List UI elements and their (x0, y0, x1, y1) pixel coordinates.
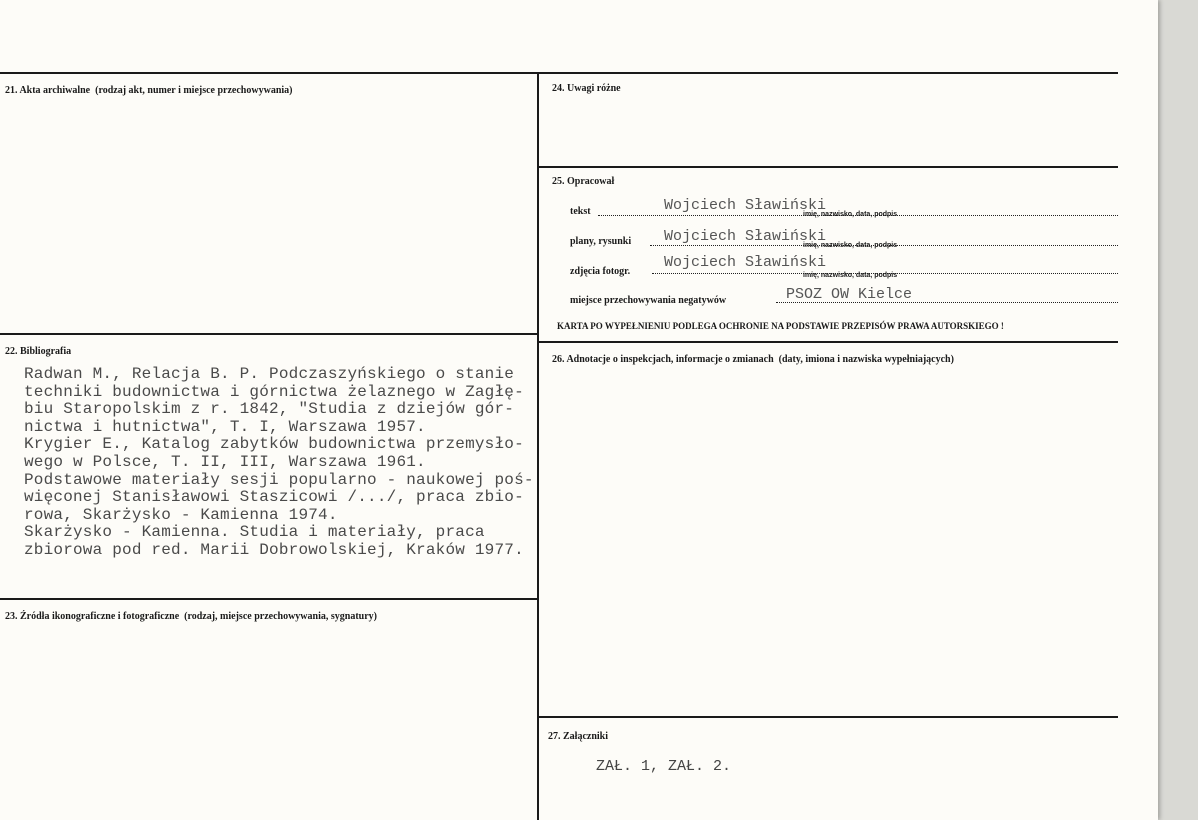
opracowal-zdjecia-value: Wojciech Sławiński (664, 254, 827, 271)
section-23-subtitle: (rodzaj, miejsce przechowywania, sygnatury) (184, 611, 377, 622)
opracowal-tekst-label: tekst (570, 206, 591, 217)
section-22-label: 22. Bibliografia (5, 346, 72, 357)
copyright-notice: KARTA PO WYPEŁNIENIU PODLEGA OCHRONIE NA PODSTAWIE PRZEPISÓW PRAWA AUTORSKIEGO ! (557, 321, 1004, 331)
section-23-label (5, 611, 377, 622)
bibliography-line: zbiorowa pod red. Marii Dobrowolskiej, Kraków 1977. (24, 540, 524, 559)
section-21-label (5, 85, 292, 96)
section-21-title: 21. Akta archiwalne (5, 85, 91, 96)
bibliography-text (24, 366, 534, 560)
section-27-label: 27. Załączniki (548, 731, 609, 742)
bibliography-line: więconej Stanisławowi Staszicowi /.../, praca zbio- (24, 488, 524, 507)
opracowal-zdjecia-hint: imię, nazwisko, data, podpis (803, 272, 898, 279)
opracowal-plany-value: Wojciech Sławiński (664, 228, 827, 245)
opracowal-zdjecia-label: zdjęcia fotogr. (570, 266, 631, 277)
bibliography-line: Podstawowe materiały sesji popularno - naukowej poś- (24, 470, 534, 489)
rule-21-22 (0, 333, 538, 335)
section-24-label: 24. Uwagi różne (552, 83, 621, 94)
bibliography-line: nictwa i hutnictwa", T. I, Warszawa 1957. (24, 417, 426, 436)
center-divider (537, 72, 539, 820)
opracowal-tekst-value: Wojciech Sławiński (664, 197, 827, 214)
section-25-label: 25. Opracował (552, 176, 615, 187)
rule-24-25 (538, 166, 1118, 168)
top-rule (0, 72, 1118, 74)
opracowal-plany-label: plany, rysunki (570, 236, 632, 247)
rule-25-26 (538, 341, 1118, 343)
bibliography-line: Radwan M., Relacja B. P. Podczaszyńskiego o stanie (24, 365, 515, 383)
bibliography-line: biu Staropolskim z r. 1842, "Studia z dziejów gór- (24, 400, 515, 419)
rule-26-27 (538, 716, 1118, 718)
bibliography-line: wego w Polsce, T. II, III, Warszawa 1961. (24, 452, 426, 471)
section-26-title: 26. Adnotacje o inspekcjach, informacje o zmianach (552, 354, 774, 365)
bibliography-line: techniki budownictwa i górnictwa żelaznego w Zagłę- (24, 382, 524, 401)
section-23-title: 23. Źródła ikonograficzne i fotograficzne (5, 611, 180, 622)
bibliography-line: rowa, Skarżysko - Kamienna 1974. (24, 505, 338, 524)
opracowal-tekst-hint: imię, nazwisko, data, podpis (803, 211, 898, 218)
rule-22-23 (0, 598, 538, 600)
opracowal-plany-hint: imię, nazwisko, data, podpis (803, 242, 898, 249)
opracowal-negatywy-value: PSOZ OW Kielce (786, 286, 913, 303)
attachments-value: ZAŁ. 1, ZAŁ. 2. (596, 758, 732, 775)
bibliography-line: Skarżysko - Kamienna. Studia i materiały, praca (24, 523, 485, 542)
bibliography-line: Krygier E., Katalog zabytków budownictwa przemysło- (24, 435, 524, 454)
section-21-subtitle: (rodzaj akt, numer i miejsce przechowywania) (95, 85, 293, 96)
opracowal-negatywy-label: miejsce przechowywania negatywów (570, 295, 727, 306)
section-26-subtitle: (daty, imiona i nazwiska wypełniających) (778, 354, 954, 365)
section-26-label (552, 354, 954, 365)
